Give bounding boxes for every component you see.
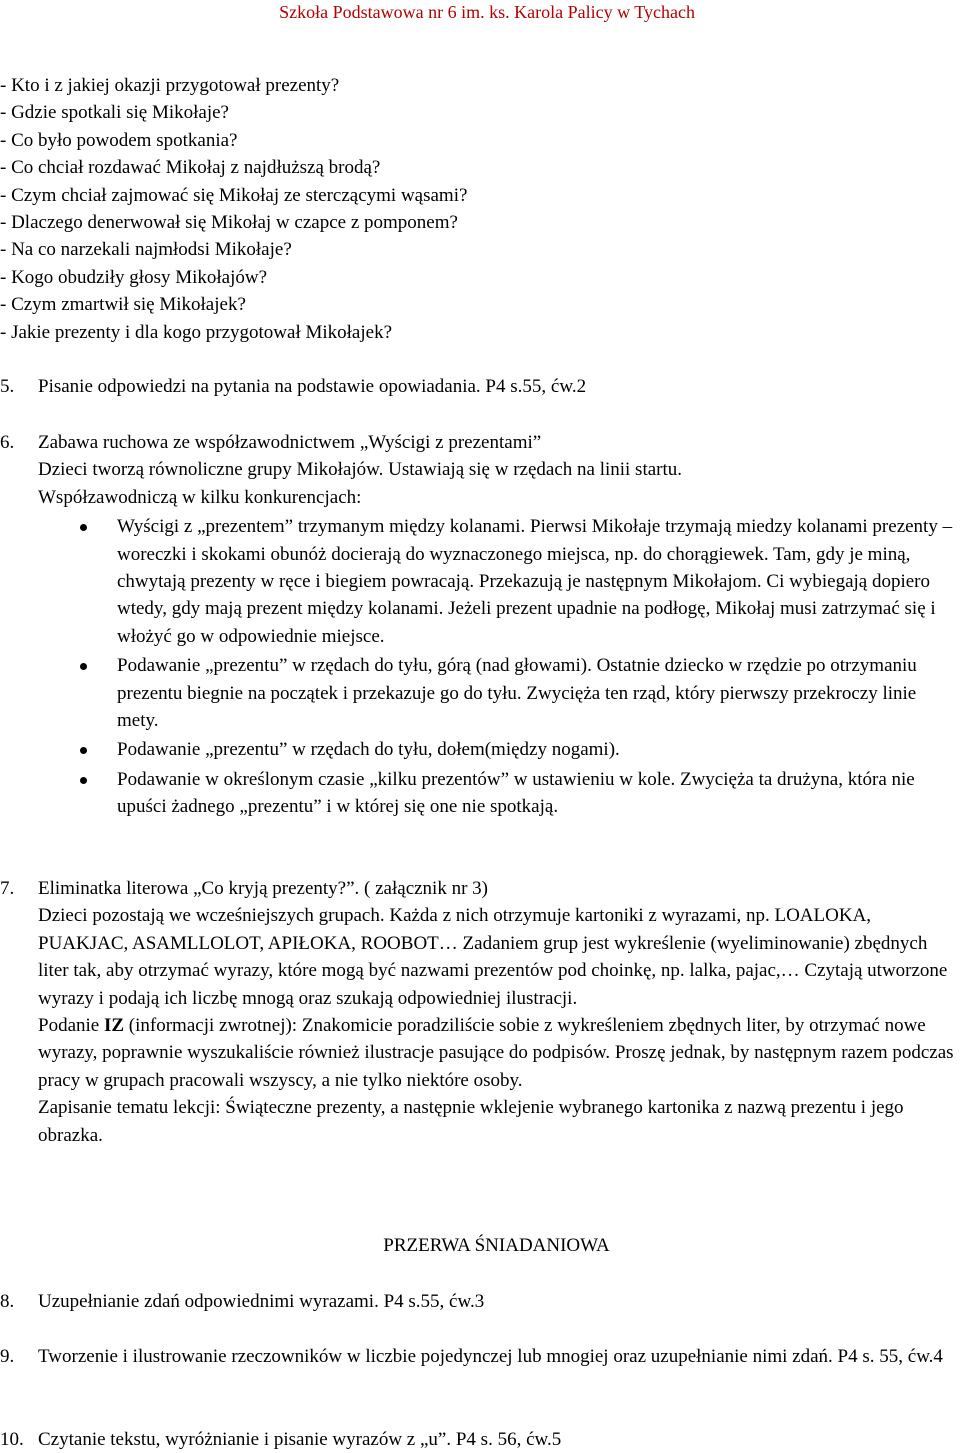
bullet-item — [117, 766, 955, 821]
text-run: Podanie — [38, 1015, 104, 1037]
bullet-dot — [80, 524, 87, 531]
bullet-dot — [80, 663, 87, 670]
break-title: PRZERWA ŚNIADANIOWA — [383, 1235, 610, 1256]
bullet-text: Podawanie w określonym czasie „kilku prezentów” w ustawieniu w kole. Zwycięża ta drużyna, która nie upuści żadnego „prezentu” i w której się one nie spotkają. — [117, 768, 915, 818]
paragraph: Dzieci tworzą równoliczne grupy Mikołajów. Ustawiają się w rzędach na linii startu. — [38, 459, 683, 481]
paragraph: Dzieci pozostają we wcześniejszych grupach. Każda z nich otrzymuje kartoniki z wyrazami, np. LOALOKA, PUAKJAC, ASAMLLOLOT, APIŁOKA, ROOBOT… Zadaniem grup jest wykreślenie (wyeliminowanie) zbędnych liter tak, aby otrzymać wyrazy, które mogą być nazwami prezentów pod choinkę, np. lalka, pajac,… Czytają utworzone wyrazy i podają ich liczbę mnogą oraz szukają odpowiedniej ilustracji. — [38, 905, 948, 1009]
bold-text: IZ — [103, 1015, 125, 1037]
bullet-text: Wyścigi z „prezentem” trzymanym między kolanami. Pierwsi Mikołaje trzymają miedzy kolanami prezenty – woreczki i skokami obunóż docierają do wyznaczonego miejsca, np. do chorągiewek. Tam, gdy je miną, chwytają prezenty w ręce i biegiem powracają. Przekazują je następnym Mikołajom. Ci wybiegają dopiero wtedy, gdy mają prezent między kolanami. Jeżeli prezent upadnie na podłogę, Mikołaj musi zatrzymać się i włożyć go w odpowiednie miejsce. — [117, 516, 953, 647]
section-7 — [0, 875, 955, 1149]
section-title: Eliminatka literowa „Co kryją prezenty?”. ( załącznik nr 3) — [38, 878, 488, 899]
bullet-item — [117, 513, 955, 650]
section-title: Zabawa ruchowa ze współzawodnictwem „Wyścigi z prezentami” — [38, 432, 542, 453]
bullet-item — [117, 652, 955, 734]
paragraph — [38, 1012, 955, 1094]
text-run: (informacji zwrotnej): Znakomicie poradziliście sobie z wykreśleniem zbędnych liter, by otrzymać nowe wyrazy, poprawnie wyszukaliście również ilustracje pasujące do podpisów. Proszę jednak, by następnym razem podczas pracy w grupach pracowali wszyscy, a nie tylko niektóre osoby. — [38, 1015, 954, 1091]
question-item: - Czym chciał zajmować się Mikołaj ze sterczącymi wąsami? — [0, 184, 468, 206]
question-item: - Gdzie spotkali się Mikołaje? — [0, 102, 229, 124]
bullet-item — [117, 736, 955, 763]
section-text — [38, 875, 955, 1149]
break-heading — [0, 1232, 955, 1259]
question-list — [0, 72, 950, 346]
question-item: - Kogo obudziły głosy Mikołajów? — [0, 266, 268, 288]
question-item: - Czym zmartwił się Mikołajek? — [0, 294, 246, 316]
section-number: 10. — [0, 1429, 24, 1450]
section-5 — [0, 373, 955, 400]
section-text: Tworzenie i ilustrowanie rzeczowników w liczbie pojedynczej lub mnogiej oraz uzupełnianie nimi zdań. P4 s. 55, ćw.4 — [38, 1346, 943, 1367]
section-number: 8. — [0, 1291, 15, 1312]
section-8 — [0, 1288, 955, 1315]
section-text: Pisanie odpowiedzi na pytania na podstawie opowiadania. P4 s.55, ćw.2 — [38, 376, 587, 397]
section-9 — [0, 1343, 955, 1370]
paragraph: Zapisanie tematu lekcji: Świąteczne prezenty, a następnie wklejenie wybranego kartonika z nazwą prezentu i jego obrazka. — [38, 1097, 904, 1146]
section-text — [38, 429, 955, 511]
section-6 — [0, 429, 955, 821]
question-item: - Na co narzekali najmłodsi Mikołaje? — [0, 239, 292, 261]
section-text: Czytanie tekstu, wyróżnianie i pisanie wyrazów z „u”. P4 s. 56, ćw.5 — [38, 1429, 562, 1450]
bullet-text: Podawanie „prezentu” w rzędach do tyłu, dołem(między nogami). — [117, 739, 620, 761]
question-item: - Jakie prezenty i dla kogo przygotował Mikołajek? — [0, 321, 393, 343]
page-header — [0, 0, 960, 23]
question-item: - Dlaczego denerwował się Mikołaj w czapce z pomponem? — [0, 212, 458, 234]
section-number: 9. — [0, 1346, 15, 1367]
question-item: - Co było powodem spotkania? — [0, 129, 238, 151]
bullet-text: Podawanie „prezentu” w rzędach do tyłu, górą (nad głowami). Ostatnie dziecko w rzędzie po otrzymaniu prezentu biegnie na początek i przekazuje go do tyłu. Zwycięża ten rząd, który pierwszy przekroczy linie mety. — [117, 655, 917, 732]
question-item: - Kto i z jakiej okazji przygotował prezenty? — [0, 75, 340, 96]
school-name: Szkoła Podstawowa nr 6 im. ks. Karola Palicy w Tychach — [279, 2, 695, 22]
section-number: 6. — [0, 432, 15, 453]
bullet-dot — [80, 747, 87, 754]
section-number: 7. — [0, 878, 15, 899]
section-number: 5. — [0, 376, 15, 397]
section-text: Uzupełnianie zdań odpowiednimi wyrazami. P4 s.55, ćw.3 — [38, 1291, 485, 1312]
bullet-dot — [80, 777, 87, 784]
question-item: - Co chciał rozdawać Mikołaj z najdłuższą brodą? — [0, 157, 381, 179]
paragraph: Współzawodniczą w kilku konkurencjach: — [38, 486, 362, 508]
section-10 — [0, 1426, 955, 1453]
